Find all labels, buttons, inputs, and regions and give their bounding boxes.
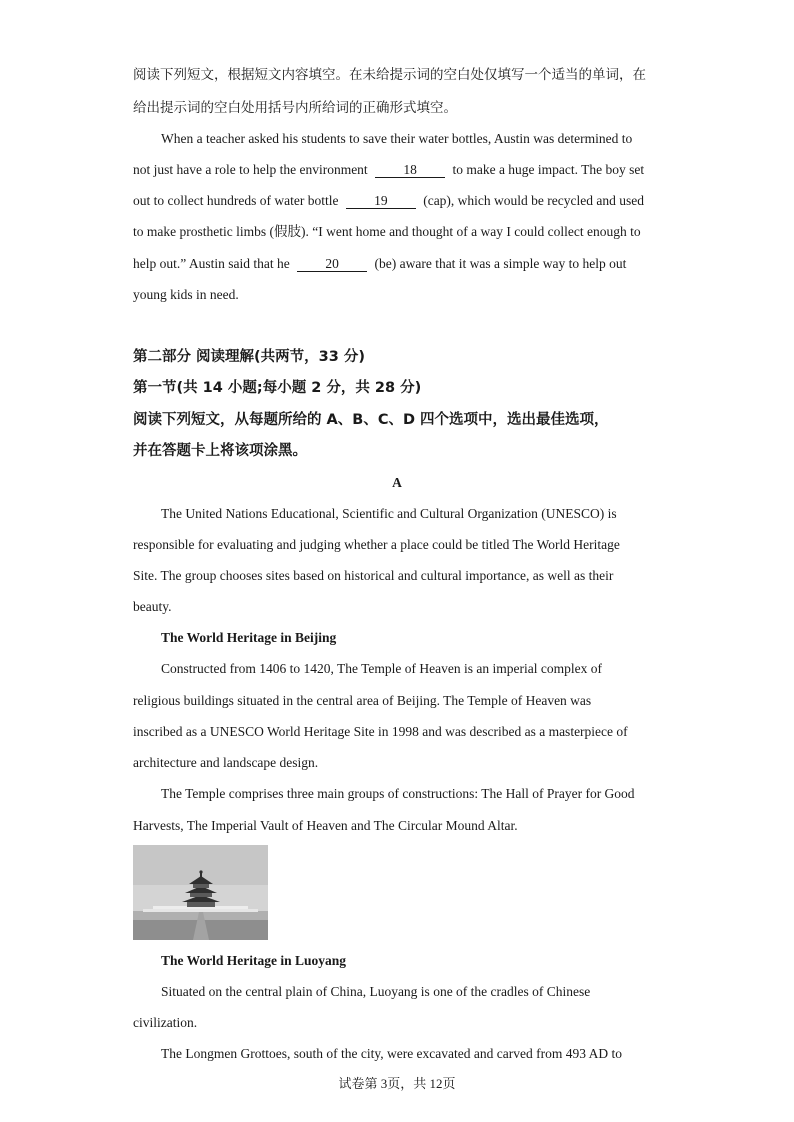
beijing-p1-line-4: architecture and landscape design. xyxy=(133,755,319,770)
beijing-p1-line-2: religious buildings situated in the central area of Beijing. The Temple of Heaven was xyxy=(133,693,592,708)
cloze-paragraph-line-4: to make prosthetic limbs (假肢). “I went home and thought of a way I could collect enough to xyxy=(133,224,641,239)
cloze-text: out to collect hundreds of water bottle xyxy=(133,193,339,208)
cloze-paragraph-line-3 xyxy=(133,191,664,211)
temple-illustration xyxy=(133,845,268,940)
luoyang-heading: The World Heritage in Luoyang xyxy=(161,953,347,968)
intro-line-3: Site. The group chooses sites based on historical and cultural importance, as well as their xyxy=(133,568,614,583)
blank-18[interactable]: 18 xyxy=(375,162,445,178)
cloze-text: to make a huge impact. The boy set xyxy=(452,162,645,177)
blank-20[interactable]: 20 xyxy=(297,256,367,272)
beijing-p1-line-1: Constructed from 1406 to 1420, The Temple of Heaven is an imperial complex of xyxy=(161,661,602,676)
beijing-heading: The World Heritage in Beijing xyxy=(161,630,337,645)
beijing-p1-line-3: inscribed as a UNESCO World Heritage Site in 1998 and was described as a masterpiece of xyxy=(133,724,628,739)
temple-of-heaven-photo xyxy=(133,845,268,940)
cloze-paragraph-line-1: When a teacher asked his students to save their water bottles, Austin was determined to xyxy=(161,131,633,146)
intro-line-4: beauty. xyxy=(133,599,172,614)
section-instructions-line-1: 阅读下列短文，从每题所给的 A、B、C、D 四个选项中，选出最佳选项， xyxy=(133,412,609,428)
section-instructions-line-2: 并在答题卡上将该项涂黑。 xyxy=(133,443,307,459)
cloze-paragraph-line-5 xyxy=(133,254,664,274)
cloze-instructions-line-2: 给出提示词的空白处用括号内所给词的正确形式填空。 xyxy=(133,100,457,115)
cloze-instructions-line-1: 阅读下列短文，根据短文内容填空。在未给提示词的空白处仅填写一个适当的单词，在 xyxy=(133,67,646,82)
luoyang-p1-line-2: civilization. xyxy=(133,1015,198,1030)
page-footer: 试卷第 3页，共 12页 xyxy=(338,1076,456,1091)
beijing-p2-line-2: Harvests, The Imperial Vault of Heaven and The Circular Mound Altar. xyxy=(133,818,518,833)
passage-label: A xyxy=(392,475,402,490)
luoyang-p1-line-1: Situated on the central plain of China, Luoyang is one of the cradles of Chinese xyxy=(161,984,591,999)
cloze-paragraph-line-2 xyxy=(133,160,664,180)
luoyang-p2-line-1: The Longmen Grottoes, south of the city, were excavated and carved from 493 AD to xyxy=(161,1046,622,1061)
blank-19[interactable]: 19 xyxy=(346,193,416,209)
section-heading: 第二部分 阅读理解(共两节，33 分) xyxy=(133,349,366,365)
cloze-text: help out.” Austin said that he xyxy=(133,256,290,271)
cloze-paragraph-line-6: young kids in need. xyxy=(133,287,239,302)
intro-line-2: responsible for evaluating and judging whether a place could be titled The World Heritage xyxy=(133,537,620,552)
cloze-text: not just have a role to help the environment xyxy=(133,162,368,177)
cloze-text: (cap), which would be recycled and used xyxy=(423,193,644,208)
intro-line-1: The United Nations Educational, Scientific and Cultural Organization (UNESCO) is xyxy=(161,506,617,521)
cloze-text: (be) aware that it was a simple way to help out xyxy=(374,256,627,271)
beijing-p2-line-1: The Temple comprises three main groups of constructions: The Hall of Prayer for Good xyxy=(161,786,635,801)
section-subheading: 第一节(共 14 小题;每小题 2 分，共 28 分) xyxy=(133,380,422,396)
